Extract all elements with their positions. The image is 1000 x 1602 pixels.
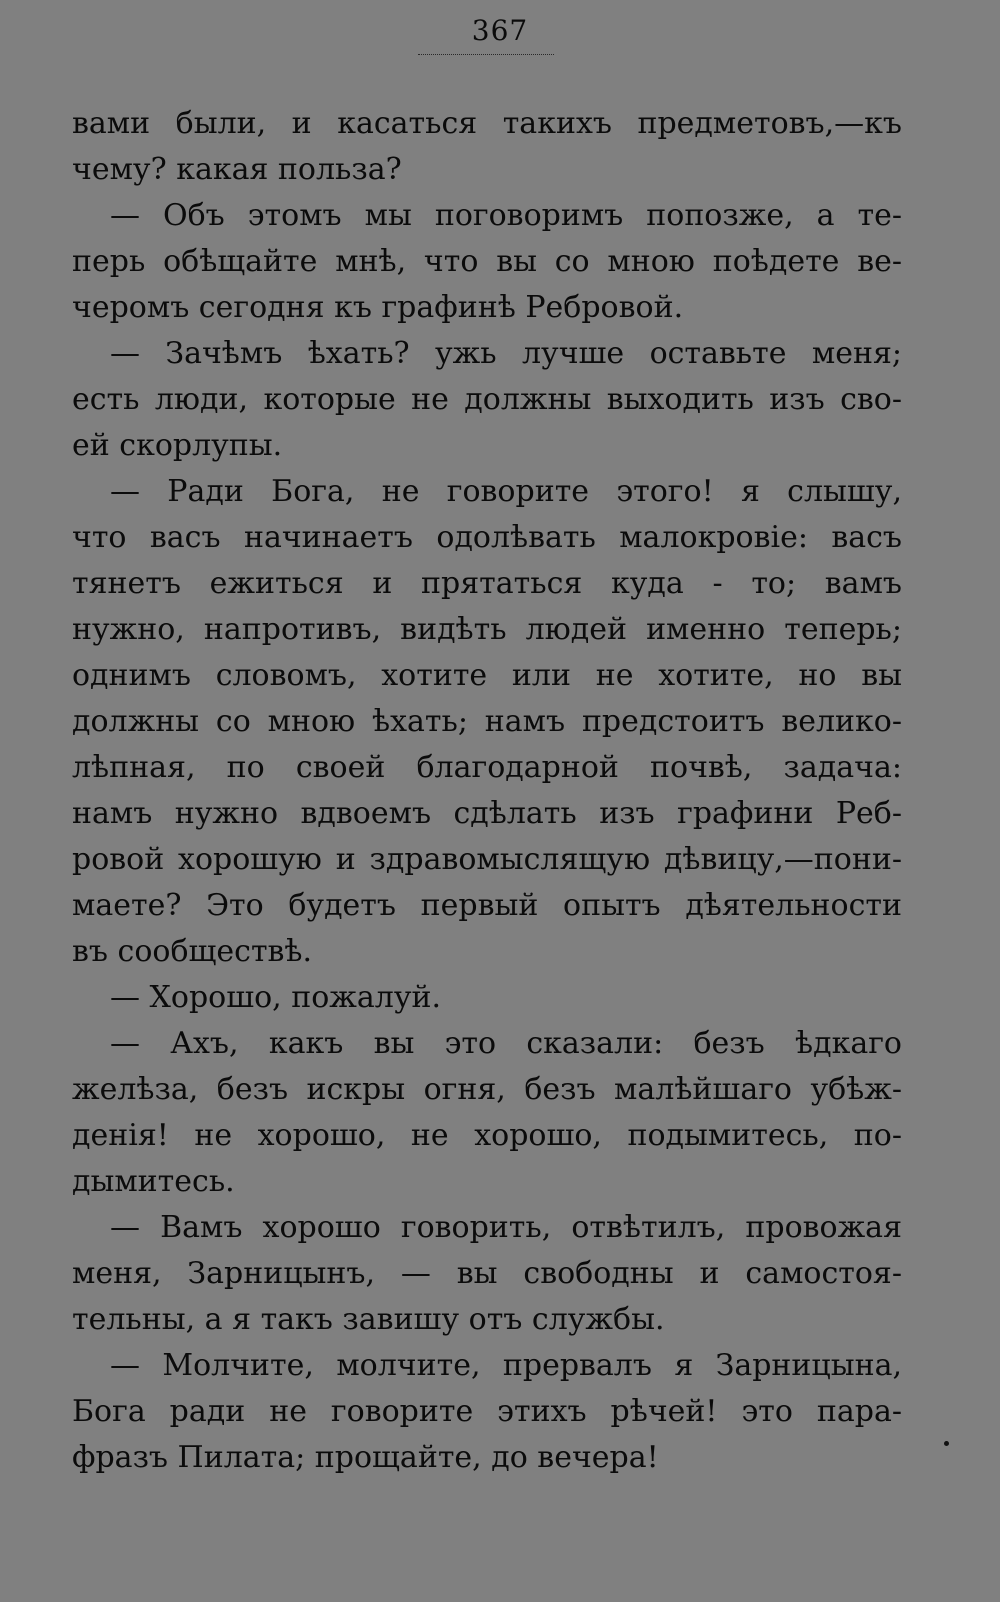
header-rule (418, 54, 554, 55)
text-line: тянетъ ежиться и прятаться куда - то; вамъ (72, 566, 902, 601)
text-line: въ сообществѣ. (72, 934, 313, 969)
text-line: желѣза, безъ искры огня, безъ малѣйшаго убѣж- (72, 1072, 902, 1107)
text-line: дымитесь. (72, 1164, 235, 1199)
text-line: — Ахъ, какъ вы это сказали: безъ ѣдкаго (110, 1026, 902, 1061)
text-line: чему? какая польза? (72, 152, 402, 187)
page-number: 367 (471, 14, 529, 47)
text-line: — Вамъ хорошо говорить, отвѣтилъ, провожая (110, 1210, 902, 1245)
text-line: — Объ этомъ мы поговоримъ попозже, а те- (110, 198, 902, 233)
text-line: — Зачѣмъ ѣхать? ужь лучше оставьте меня; (110, 336, 902, 371)
text-line: должны со мною ѣхать; намъ предстоитъ велико- (72, 704, 902, 739)
ink-speck (944, 1441, 949, 1446)
text-line: маете? Это будетъ первый опытъ дѣятельности (72, 888, 902, 923)
text-line: фразъ Пилата; прощайте, до вечера! (72, 1440, 659, 1475)
text-line: Бога ради не говорите этихъ рѣчей! это пара- (72, 1394, 902, 1429)
text-line: лѣпная, по своей благодарной почвѣ, задача: (72, 750, 902, 785)
text-line: перь обѣщайте мнѣ, что вы со мною поѣдете ве- (72, 244, 902, 279)
text-line: меня, Зарницынъ, — вы свободны и самостоя- (72, 1256, 902, 1291)
text-line: есть люди, которые не должны выходить изъ сво- (72, 382, 902, 417)
text-line: вами были, и касаться такихъ предметовъ,—къ (72, 106, 902, 141)
text-line: — Хорошо, пожалуй. (110, 980, 442, 1015)
text-line: тельны, а я такъ завишу отъ службы. (72, 1302, 665, 1337)
text-line: однимъ словомъ, хотите или не хотите, но вы (72, 658, 902, 693)
text-line: намъ нужно вдвоемъ сдѣлать изъ графини Реб- (72, 796, 902, 831)
text-line: что васъ начинаетъ одолѣвать малокровіе: васъ (72, 520, 902, 555)
text-line: денія! не хорошо, не хорошо, подымитесь, по- (72, 1118, 902, 1153)
text-line: ровой хорошую и здравомыслящую дѣвицу,—пони- (72, 842, 902, 877)
body-text (72, 101, 902, 1481)
text-line: ей скорлупы. (72, 428, 283, 463)
text-line: нужно, напротивъ, видѣть людей именно теперь; (72, 612, 902, 647)
text-line: — Ради Бога, не говорите этого! я слышу, (110, 474, 902, 509)
text-line: — Молчите, молчите, прервалъ я Зарницына, (110, 1348, 902, 1383)
text-line: черомъ сегодня къ графинѣ Ребровой. (72, 290, 684, 325)
